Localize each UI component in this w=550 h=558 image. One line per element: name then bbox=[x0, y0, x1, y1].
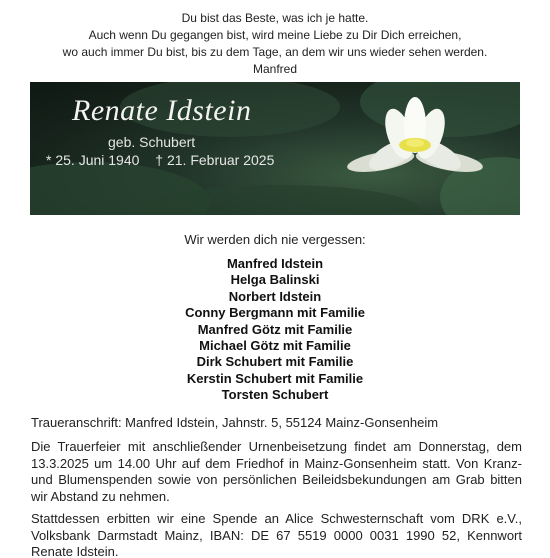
mourner-name: Manfred Götz mit Familie bbox=[197, 321, 353, 337]
death-date: † 21. Februar 2025 bbox=[155, 152, 275, 168]
mourner-name: Manfred Idstein bbox=[226, 256, 324, 271]
poem-line: Du bist das Beste, was ich je hatte. bbox=[181, 11, 369, 25]
header-banner bbox=[30, 82, 520, 215]
mourner-name: Conny Bergmann mit Familie bbox=[185, 305, 365, 321]
mourner-name: Torsten Schubert bbox=[221, 387, 329, 403]
mourner-name: Norbert Idstein bbox=[228, 288, 322, 304]
mourner-name: Kerstin Schubert mit Familie bbox=[186, 370, 364, 386]
funeral-ceremony-info: Die Trauerfeier mit anschließender Urnenbeisetzung findet am Donnerstag, dem 13.3.2025 um 14.00 Uhr auf dem Friedhof in Mainz-Gonsenheim statt. Von Kranz- und Blumenspenden sowie von persönlichen Beileidsbekundungen am Grab bitten wir Abstand zu nehmen. bbox=[31, 439, 522, 504]
life-dates bbox=[46, 152, 286, 168]
donation-info: Stattdessen erbitten wir eine Spende an Alice Schwesternschaft vom DRK e.V., Volksbank Darmstadt Mainz, IBAN: DE 67 5519 0000 0031 1990 52, Kennwort Renate Idstein. bbox=[31, 511, 522, 558]
poem bbox=[0, 10, 550, 78]
birth-date: * 25. Juni 1940 bbox=[46, 152, 140, 168]
mourning-address: Traueranschrift: Manfred Idstein, Jahnstr. 5, 55124 Mainz-Gonsenheim bbox=[31, 415, 439, 430]
poem-line: Auch wenn Du gegangen bist, wird meine Liebe zu Dir Dich erreichen, bbox=[88, 28, 462, 42]
birth-name: geb. Schubert bbox=[108, 134, 196, 150]
deceased-name: Renate Idstein bbox=[72, 94, 252, 127]
mourner-name: Dirk Schubert mit Familie bbox=[196, 354, 354, 370]
mourners-intro: Wir werden dich nie vergessen: bbox=[184, 232, 366, 247]
poem-line: wo auch immer Du bist, bis zu dem Tage, an dem wir uns wieder sehen werden. bbox=[62, 45, 488, 59]
mourners-list bbox=[0, 256, 550, 404]
mourner-name: Helga Balinski bbox=[230, 272, 320, 288]
poem-signature: Manfred bbox=[252, 62, 298, 76]
mourner-name: Michael Götz mit Familie bbox=[199, 338, 351, 354]
